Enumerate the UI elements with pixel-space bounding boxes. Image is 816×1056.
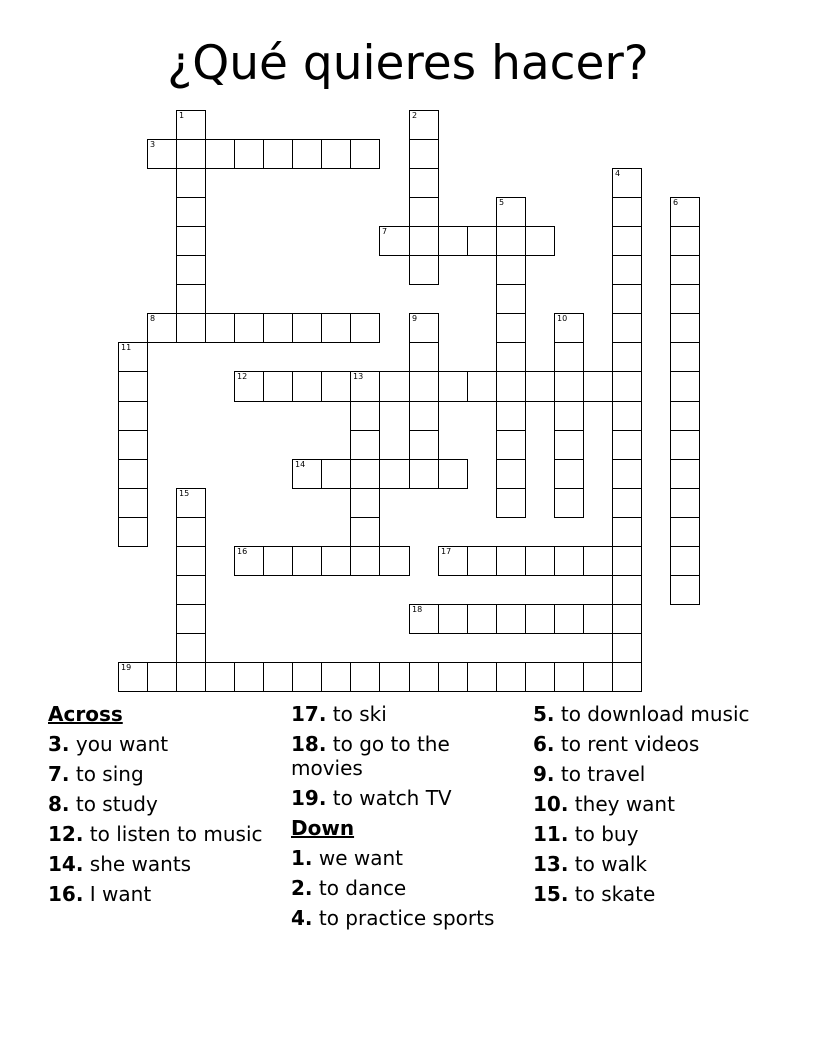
down-heading: Down bbox=[291, 816, 355, 840]
grid-cell[interactable] bbox=[176, 284, 206, 314]
clue-across-7: 7. to sing bbox=[48, 762, 144, 786]
grid-cell[interactable] bbox=[467, 546, 497, 576]
grid-cell[interactable] bbox=[525, 604, 555, 634]
grid-cell[interactable] bbox=[496, 371, 526, 402]
grid-cell[interactable] bbox=[409, 139, 439, 169]
grid-cell[interactable] bbox=[554, 371, 584, 402]
grid-cell[interactable] bbox=[583, 371, 613, 402]
grid-cell[interactable] bbox=[496, 313, 526, 343]
clue-down-11: 11. to buy bbox=[533, 822, 639, 846]
grid-cell[interactable] bbox=[496, 401, 526, 431]
clue-number: 18 bbox=[412, 605, 423, 614]
clue-number: 12 bbox=[237, 372, 248, 381]
grid-cell[interactable] bbox=[379, 459, 410, 489]
grid-cell[interactable] bbox=[321, 546, 351, 576]
grid-cell[interactable] bbox=[409, 342, 439, 372]
clue-number: 1 bbox=[179, 111, 185, 120]
grid-cell[interactable] bbox=[670, 430, 700, 460]
grid-cell[interactable] bbox=[612, 517, 642, 547]
grid-cell[interactable] bbox=[496, 430, 526, 460]
grid-cell[interactable] bbox=[379, 662, 410, 692]
clue-number: 5 bbox=[499, 198, 505, 207]
grid-cell[interactable] bbox=[176, 575, 206, 605]
grid-cell[interactable] bbox=[670, 459, 700, 489]
grid-cell[interactable] bbox=[147, 662, 177, 692]
grid-cell[interactable] bbox=[409, 255, 439, 285]
grid-cell[interactable] bbox=[176, 226, 206, 256]
page-title: ¿Qué quieres hacer? bbox=[167, 36, 649, 91]
clue-number: 3 bbox=[150, 140, 156, 149]
grid-cell[interactable] bbox=[438, 604, 468, 634]
grid-cell[interactable] bbox=[350, 546, 380, 576]
grid-cell[interactable] bbox=[496, 197, 526, 227]
grid-cell[interactable] bbox=[525, 371, 555, 402]
grid-cell[interactable] bbox=[292, 546, 322, 576]
clue-number: 19 bbox=[121, 663, 132, 672]
grid-cell[interactable] bbox=[438, 459, 468, 489]
grid-cell[interactable] bbox=[176, 662, 206, 692]
grid-cell[interactable] bbox=[409, 662, 439, 692]
grid-cell[interactable] bbox=[612, 662, 642, 692]
clue-across-8: 8. to study bbox=[48, 792, 158, 816]
clue-down-10: 10. they want bbox=[533, 792, 675, 816]
grid-cell[interactable] bbox=[176, 168, 206, 198]
grid-cell[interactable] bbox=[205, 662, 235, 692]
grid-cell[interactable] bbox=[118, 459, 148, 489]
grid-cell[interactable] bbox=[612, 371, 642, 402]
grid-cell[interactable] bbox=[670, 284, 700, 314]
clue-across-14: 14. she wants bbox=[48, 852, 192, 876]
grid-cell[interactable] bbox=[176, 255, 206, 285]
clue-number: 2 bbox=[412, 111, 418, 120]
grid-cell[interactable] bbox=[670, 342, 700, 372]
grid-cell[interactable] bbox=[612, 633, 642, 663]
grid-cell[interactable] bbox=[409, 401, 439, 431]
clue-number: 4 bbox=[615, 169, 621, 178]
clue-number: 13 bbox=[353, 372, 364, 381]
grid-cell[interactable] bbox=[118, 401, 148, 431]
grid-cell[interactable] bbox=[612, 604, 642, 634]
grid-cell[interactable] bbox=[292, 371, 322, 402]
grid-cell[interactable] bbox=[496, 662, 526, 692]
clue-across-16: 16. I want bbox=[48, 882, 152, 906]
grid-cell[interactable] bbox=[176, 604, 206, 634]
grid-cell[interactable] bbox=[670, 488, 700, 518]
grid-cell[interactable] bbox=[554, 342, 584, 372]
grid-cell[interactable] bbox=[234, 313, 264, 343]
clue-number: 6 bbox=[673, 198, 679, 207]
clue-down-15: 15. to skate bbox=[533, 882, 656, 906]
grid-cell[interactable] bbox=[147, 313, 177, 343]
clue-number: 16 bbox=[237, 547, 248, 556]
clues-column-1 bbox=[48, 702, 280, 912]
grid-cell[interactable] bbox=[554, 546, 584, 576]
clue-number: 11 bbox=[121, 343, 132, 352]
grid-cell[interactable] bbox=[583, 662, 613, 692]
grid-cell[interactable] bbox=[496, 546, 526, 576]
grid-cell[interactable] bbox=[263, 371, 293, 402]
grid-cell[interactable] bbox=[205, 139, 235, 169]
grid-cell[interactable] bbox=[292, 139, 322, 169]
clues-column-3 bbox=[533, 702, 765, 912]
grid-cell[interactable] bbox=[409, 459, 439, 489]
grid-cell[interactable] bbox=[350, 371, 380, 402]
grid-cell[interactable] bbox=[496, 604, 526, 634]
grid-cell[interactable] bbox=[205, 313, 235, 343]
grid-cell[interactable] bbox=[612, 168, 642, 198]
grid-cell[interactable] bbox=[525, 226, 555, 256]
grid-cell[interactable] bbox=[525, 662, 555, 692]
grid-cell[interactable] bbox=[350, 517, 380, 547]
grid-cell[interactable] bbox=[176, 488, 206, 518]
grid-cell[interactable] bbox=[554, 430, 584, 460]
grid-cell[interactable] bbox=[409, 226, 439, 256]
grid-cell[interactable] bbox=[467, 371, 497, 402]
grid-cell[interactable] bbox=[670, 371, 700, 402]
grid-cell[interactable] bbox=[496, 342, 526, 372]
grid-cell[interactable] bbox=[176, 110, 206, 140]
grid-cell[interactable] bbox=[467, 604, 497, 634]
grid-cell[interactable] bbox=[612, 342, 642, 372]
grid-cell[interactable] bbox=[554, 313, 584, 343]
clue-number: 8 bbox=[150, 314, 156, 323]
clue-down-1: 1. we want bbox=[291, 846, 404, 870]
clue-down-6: 6. to rent videos bbox=[533, 732, 700, 756]
grid-cell[interactable] bbox=[409, 197, 439, 227]
clue-number: 15 bbox=[179, 489, 190, 498]
clue-across-12: 12. to listen to music bbox=[48, 822, 263, 846]
grid-cell[interactable] bbox=[321, 459, 351, 489]
grid-cell[interactable] bbox=[118, 517, 148, 547]
grid-cell[interactable] bbox=[438, 662, 468, 692]
grid-cell[interactable] bbox=[612, 313, 642, 343]
grid-cell[interactable] bbox=[670, 546, 700, 576]
grid-cell[interactable] bbox=[554, 662, 584, 692]
clue-across-19: 19. to watch TV bbox=[291, 786, 452, 810]
grid-cell[interactable] bbox=[118, 662, 148, 692]
grid-cell[interactable] bbox=[409, 604, 439, 634]
grid-cell[interactable] bbox=[292, 662, 322, 692]
grid-cell[interactable] bbox=[467, 226, 497, 256]
grid-cell[interactable] bbox=[670, 255, 700, 285]
grid-cell[interactable] bbox=[554, 604, 584, 634]
clue-number: 14 bbox=[295, 460, 306, 469]
grid-cell[interactable] bbox=[176, 517, 206, 547]
grid-cell[interactable] bbox=[350, 401, 380, 431]
grid-cell[interactable] bbox=[176, 313, 206, 343]
grid-cell[interactable] bbox=[467, 662, 497, 692]
grid-cell[interactable] bbox=[234, 546, 264, 576]
grid-cell[interactable] bbox=[612, 401, 642, 431]
grid-cell[interactable] bbox=[147, 139, 177, 169]
grid-cell[interactable] bbox=[583, 604, 613, 634]
grid-cell[interactable] bbox=[118, 488, 148, 518]
grid-cell[interactable] bbox=[379, 371, 410, 402]
grid-cell[interactable] bbox=[438, 371, 468, 402]
grid-cell[interactable] bbox=[321, 371, 351, 402]
grid-cell[interactable] bbox=[321, 313, 351, 343]
grid-cell[interactable] bbox=[234, 371, 264, 402]
grid-cell[interactable] bbox=[496, 226, 526, 256]
clue-down-5: 5. to download music bbox=[533, 702, 750, 726]
grid-cell[interactable] bbox=[612, 488, 642, 518]
clue-number: 7 bbox=[382, 227, 388, 236]
grid-cell[interactable] bbox=[263, 546, 293, 576]
grid-cell[interactable] bbox=[350, 430, 380, 460]
grid-cell[interactable] bbox=[612, 284, 642, 314]
grid-cell[interactable] bbox=[496, 255, 526, 285]
clue-number: 10 bbox=[557, 314, 568, 323]
grid-cell[interactable] bbox=[176, 633, 206, 663]
clue-down-4: 4. to practice sports bbox=[291, 906, 495, 930]
grid-cell[interactable] bbox=[321, 139, 351, 169]
grid-cell[interactable] bbox=[438, 226, 468, 256]
grid-cell[interactable] bbox=[554, 401, 584, 431]
grid-cell[interactable] bbox=[379, 226, 410, 256]
across-heading: Across bbox=[48, 702, 123, 726]
grid-cell[interactable] bbox=[263, 313, 293, 343]
grid-cell[interactable] bbox=[350, 459, 380, 489]
grid-cell[interactable] bbox=[612, 430, 642, 460]
grid-cell[interactable] bbox=[350, 139, 380, 169]
grid-cell[interactable] bbox=[350, 662, 380, 692]
grid-cell[interactable] bbox=[409, 430, 439, 460]
grid-cell[interactable] bbox=[612, 226, 642, 256]
grid-cell[interactable] bbox=[612, 255, 642, 285]
grid-cell[interactable] bbox=[234, 139, 264, 169]
clue-across-3: 3. you want bbox=[48, 732, 169, 756]
grid-cell[interactable] bbox=[525, 546, 555, 576]
grid-cell[interactable] bbox=[612, 197, 642, 227]
grid-cell[interactable] bbox=[292, 313, 322, 343]
grid-cell[interactable] bbox=[670, 575, 700, 605]
clue-number: 9 bbox=[412, 314, 418, 323]
grid-cell[interactable] bbox=[176, 139, 206, 169]
grid-cell[interactable] bbox=[612, 459, 642, 489]
grid-cell[interactable] bbox=[118, 371, 148, 402]
grid-cell[interactable] bbox=[496, 459, 526, 489]
clue-across-17: 17. to ski bbox=[291, 702, 387, 726]
grid-cell[interactable] bbox=[670, 401, 700, 431]
grid-cell[interactable] bbox=[263, 139, 293, 169]
clue-across-18: 18. to go to the movies bbox=[291, 732, 450, 780]
clues-column-2 bbox=[291, 702, 523, 936]
clue-number: 17 bbox=[441, 547, 452, 556]
grid-cell[interactable] bbox=[670, 313, 700, 343]
clue-down-9: 9. to travel bbox=[533, 762, 646, 786]
grid-cell[interactable] bbox=[263, 662, 293, 692]
grid-cell[interactable] bbox=[438, 546, 468, 576]
grid-cell[interactable] bbox=[496, 284, 526, 314]
grid-cell[interactable] bbox=[176, 197, 206, 227]
grid-cell[interactable] bbox=[234, 662, 264, 692]
grid-cell[interactable] bbox=[118, 342, 148, 372]
grid-cell[interactable] bbox=[409, 110, 439, 140]
clue-down-2: 2. to dance bbox=[291, 876, 407, 900]
grid-cell[interactable] bbox=[554, 488, 584, 518]
grid-cell[interactable] bbox=[554, 459, 584, 489]
grid-cell[interactable] bbox=[612, 575, 642, 605]
grid-cell[interactable] bbox=[118, 430, 148, 460]
grid-cell[interactable] bbox=[350, 313, 380, 343]
grid-cell[interactable] bbox=[292, 459, 322, 489]
grid-cell[interactable] bbox=[670, 226, 700, 256]
grid-cell[interactable] bbox=[409, 371, 439, 402]
grid-cell[interactable] bbox=[409, 168, 439, 198]
grid-cell[interactable] bbox=[583, 546, 613, 576]
grid-cell[interactable] bbox=[409, 313, 439, 343]
grid-cell[interactable] bbox=[379, 546, 410, 576]
clue-down-13: 13. to walk bbox=[533, 852, 647, 876]
grid-cell[interactable] bbox=[321, 662, 351, 692]
grid-cell[interactable] bbox=[176, 546, 206, 576]
grid-cell[interactable] bbox=[670, 517, 700, 547]
grid-cell[interactable] bbox=[496, 488, 526, 518]
grid-cell[interactable] bbox=[612, 546, 642, 576]
grid-cell[interactable] bbox=[670, 197, 700, 227]
grid-cell[interactable] bbox=[350, 488, 380, 518]
